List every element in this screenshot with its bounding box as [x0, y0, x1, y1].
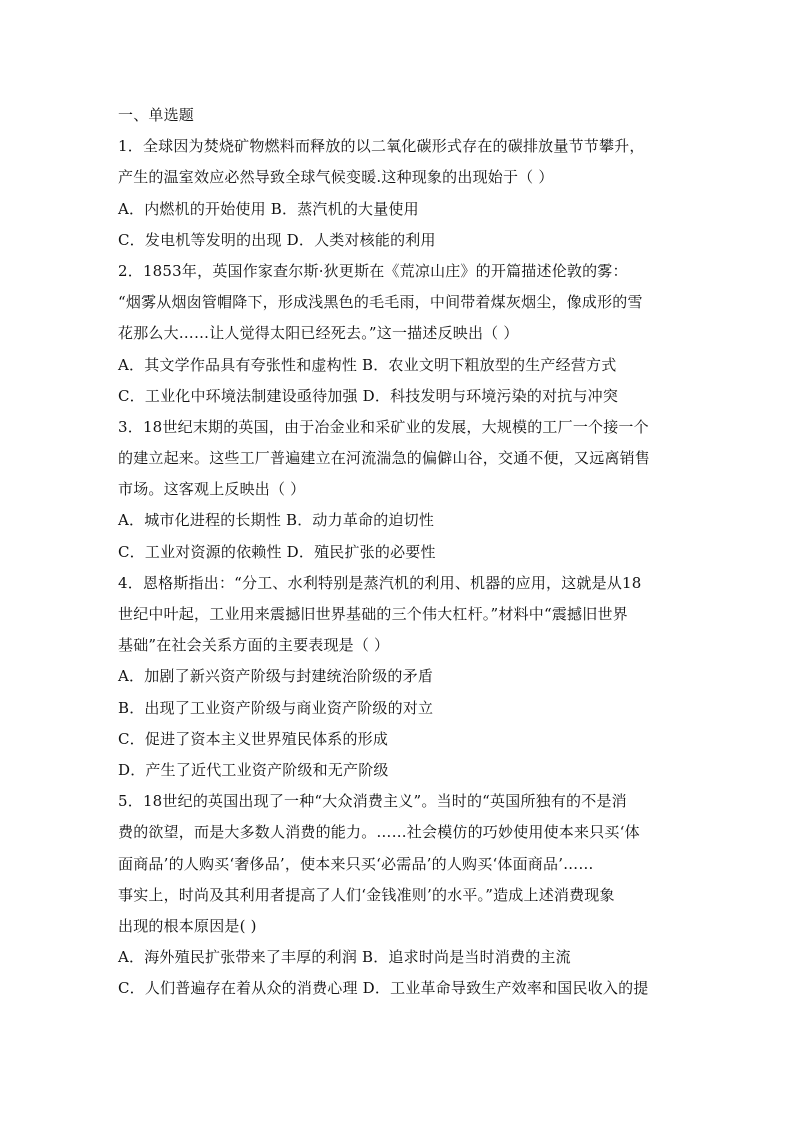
option-line: C．促进了资本主义世界殖民体系的形成	[118, 729, 389, 748]
option-line: A．加剧了新兴资产阶级与封建统治阶级的矛盾	[118, 667, 434, 686]
option-line: A．海外殖民扩张带来了丰厚的利润 B．追求时尚是当时消费的主流	[118, 948, 571, 967]
option-line: A．城市化进程的长期性 B．动力革命的迫切性	[118, 511, 435, 530]
question-text-line: 4．恩格斯指出：“分工、水利特别是蒸汽机的利用、机器的应用，这就是从18	[118, 573, 642, 592]
section-title: 一、单选题	[118, 106, 195, 124]
question-text-line: “烟雾从烟囱管帽降下，形成浅黑色的毛毛雨，中间带着煤灰烟尘，像成形的雪	[118, 293, 643, 312]
question-text-line: 3．18世纪末期的英国，由于冶金业和采矿业的发展，大规模的工厂一个接一个	[118, 417, 649, 436]
option-line: C．工业化中环境法制建设亟待加强 D．科技发明与环境污染的对抗与冲突	[118, 386, 619, 405]
question-1	[118, 131, 683, 256]
option-line: A．内燃机的开始使用 B．蒸汽机的大量使用	[118, 199, 419, 218]
option-line: C．发电机等发明的出现 D．人类对核能的利用	[118, 230, 436, 249]
question-3	[118, 412, 683, 568]
question-text-line: 面商品’的人购买‘奢侈品’，使本来只买‘必需品’的人购买‘体面商品’……	[118, 854, 594, 873]
question-5	[118, 786, 683, 1004]
option-line: B．出现了工业资产阶级与商业资产阶级的对立	[118, 698, 434, 717]
question-text-line: 出现的根本原因是( )	[118, 916, 257, 935]
question-text-line: 2．1853年，英国作家查尔斯·狄更斯在《荒凉山庄》的开篇描述伦敦的雾：	[118, 261, 628, 280]
question-text-line: 基础”在社会关系方面的主要表现是（ ）	[118, 636, 390, 655]
page-content	[118, 100, 683, 1004]
option-line: D．产生了近代工业资产阶级和无产阶级	[118, 760, 389, 779]
question-2	[118, 256, 683, 412]
question-text-line: 市场。这客观上反映出（ ）	[118, 480, 306, 499]
question-text-line: 的建立起来。这些工厂普遍建立在河流湍急的偏僻山谷，交通不便，又远离销售	[118, 449, 651, 468]
question-text-line: 1．全球因为焚烧矿物燃料而释放的以二氧化碳形式存在的碳排放量节节攀升，	[118, 137, 645, 156]
question-text-line: 产生的温室效应必然导致全球气候变暖.这种现象的出现始于（ ）	[118, 168, 554, 187]
option-line: A．其文学作品具有夸张性和虚构性 B．农业文明下粗放型的生产经营方式	[118, 355, 617, 374]
question-text-line: 事实上，时尚及其利用者提高了人们‘金钱准则’的水平。”造成上述消费现象	[118, 885, 615, 904]
option-line: C．工业对资源的依赖性 D．殖民扩张的必要性	[118, 542, 436, 561]
option-line: C．人们普遍存在着从众的消费心理 D．工业革命导致生产效率和国民收入的提	[118, 979, 649, 998]
question-text-line: 花那么大……让人觉得太阳已经死去。”这一描述反映出（ ）	[118, 324, 519, 343]
question-text-line: 世纪中叶起，工业用来震撼旧世界基础的三个伟大杠杆。”材料中“震撼旧世界	[118, 605, 628, 623]
question-text-line: 5．18世纪的英国出现了一种“大众消费主义”。当时的“英国所独有的不是消	[118, 792, 627, 811]
question-text-line: 费的欲望，而是大多数人消费的能力。……社会模仿的巧妙使用使本来只买‘体	[118, 823, 640, 842]
question-4	[118, 568, 683, 786]
